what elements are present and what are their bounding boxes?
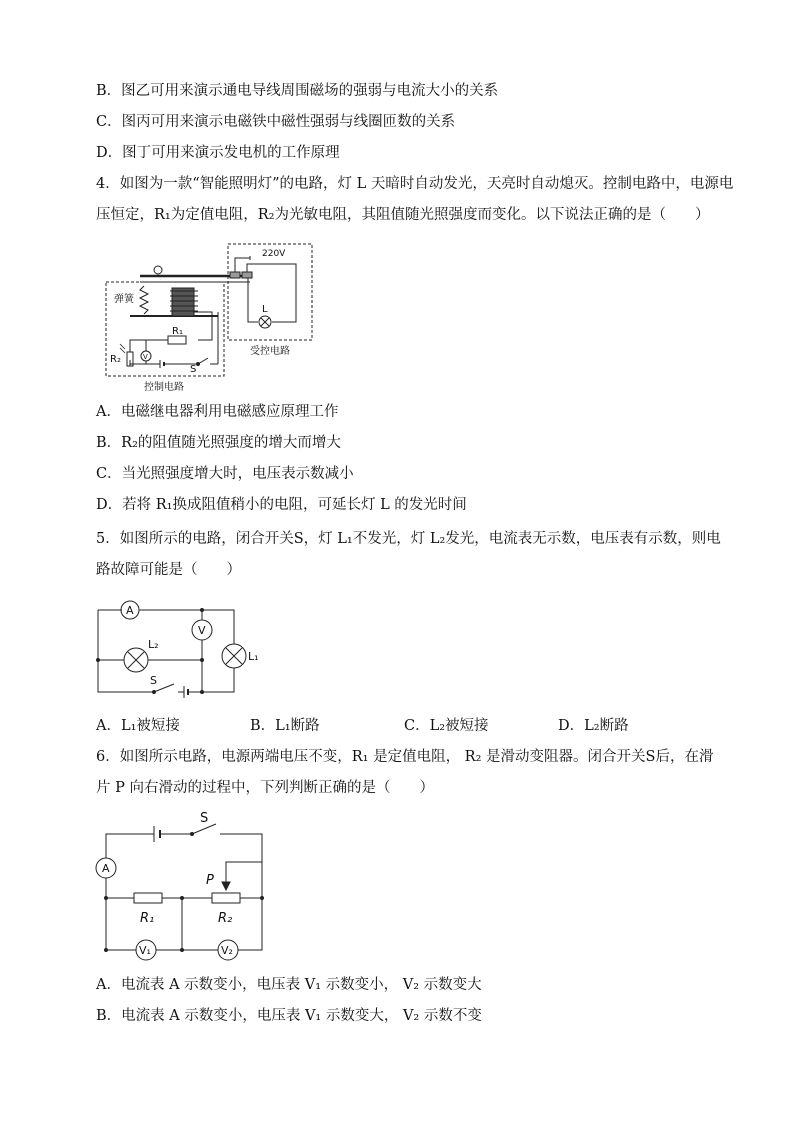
- ammeter-label: A: [126, 604, 134, 617]
- control-circuit-label: 控制电路: [144, 382, 184, 393]
- q6-stem-line2: 片 P 向右滑动的过程中，下列判断正确的是（ ）: [96, 780, 434, 796]
- r1-resistor: [168, 336, 186, 344]
- q6-circuit-figure: [92, 810, 272, 966]
- q4-stem-line2: 压恒定，R₁为定值电阻，R₂为光敏电阻，其阻值随光照强度而变化。以下说法正确的是（ ）: [96, 207, 710, 223]
- r1-label: R₁: [140, 911, 155, 926]
- q5-option-a: A．L₁被短接: [96, 718, 180, 734]
- voltage-220v-label: 220V: [262, 249, 286, 259]
- q5-option-b: B．L₁断路: [250, 718, 320, 734]
- q5-option-c: C．L₂被短接: [404, 718, 489, 734]
- q5-option-d: D．L₂断路: [558, 718, 629, 734]
- q6-stem-line1: 6．如图所示电路，电源两端电压不变，R₁ 是定值电阻， R₂ 是滑动变阻器。闭合开关S后，在滑: [96, 749, 714, 765]
- q4-option-b: B．R₂的阻值随光照强度的增大而增大: [96, 435, 341, 451]
- switch-s-label: S: [200, 811, 209, 826]
- l2-label: L₂: [148, 638, 159, 651]
- l1-label: L₁: [248, 650, 259, 663]
- controlled-circuit-label: 受控电路: [250, 346, 290, 357]
- r2-label: R₂: [218, 911, 233, 926]
- voltmeter-label: V: [143, 353, 148, 361]
- spring-label: 弹簧: [114, 294, 134, 305]
- q3-option-c: C．图丙可用来演示电磁铁中磁性强弱与线圈匝数的关系: [96, 114, 456, 130]
- q5-stem-line2: 路故障可能是（ ）: [96, 562, 241, 578]
- r2-label: R₂: [110, 354, 121, 365]
- q3-option-b: B．图乙可用来演示通电导线周围磁场的强弱与电流大小的关系: [96, 83, 499, 99]
- q4-stem-line1: 4．如图为一款“智能照明灯”的电路，灯 L 天暗时自动发光，天亮时自动熄灭。控制电路中，电源电: [96, 176, 734, 192]
- q6-option-b: B．电流表 A 示数变小，电压表 V₁ 示数变大， V₂ 示数不变: [96, 1008, 482, 1024]
- q5-circuit-figure: [94, 594, 274, 702]
- v2-label: V₂: [221, 944, 233, 957]
- q5-stem-line1: 5．如图所示的电路，闭合开关S，灯 L₁不发光，灯 L₂发光，电流表无示数，电压表有示数，则电: [96, 531, 721, 547]
- ammeter-label: A: [102, 862, 110, 875]
- v1-label: V₁: [139, 944, 151, 957]
- r1-label: R₁: [172, 326, 183, 337]
- q4-option-a: A．电磁继电器利用电磁感应原理工作: [96, 404, 339, 420]
- q3-option-d: D．图丁可用来演示发电机的工作原理: [96, 145, 340, 161]
- slider-p-label: P: [206, 873, 214, 888]
- q4-option-c: C．当光照强度增大时，电压表示数减小: [96, 466, 354, 482]
- switch-s-label: S: [190, 364, 197, 375]
- lamp-l-label: L: [262, 304, 268, 315]
- q4-option-d: D．若将 R₁换成阻值稍小的电阻，可延长灯 L 的发光时间: [96, 497, 467, 513]
- voltmeter-label: V: [198, 624, 206, 637]
- q6-option-a: A．电流表 A 示数变小，电压表 V₁ 示数变小， V₂ 示数变大: [96, 977, 482, 993]
- q4-relay-circuit-figure: [100, 236, 320, 396]
- switch-label: S: [150, 674, 157, 687]
